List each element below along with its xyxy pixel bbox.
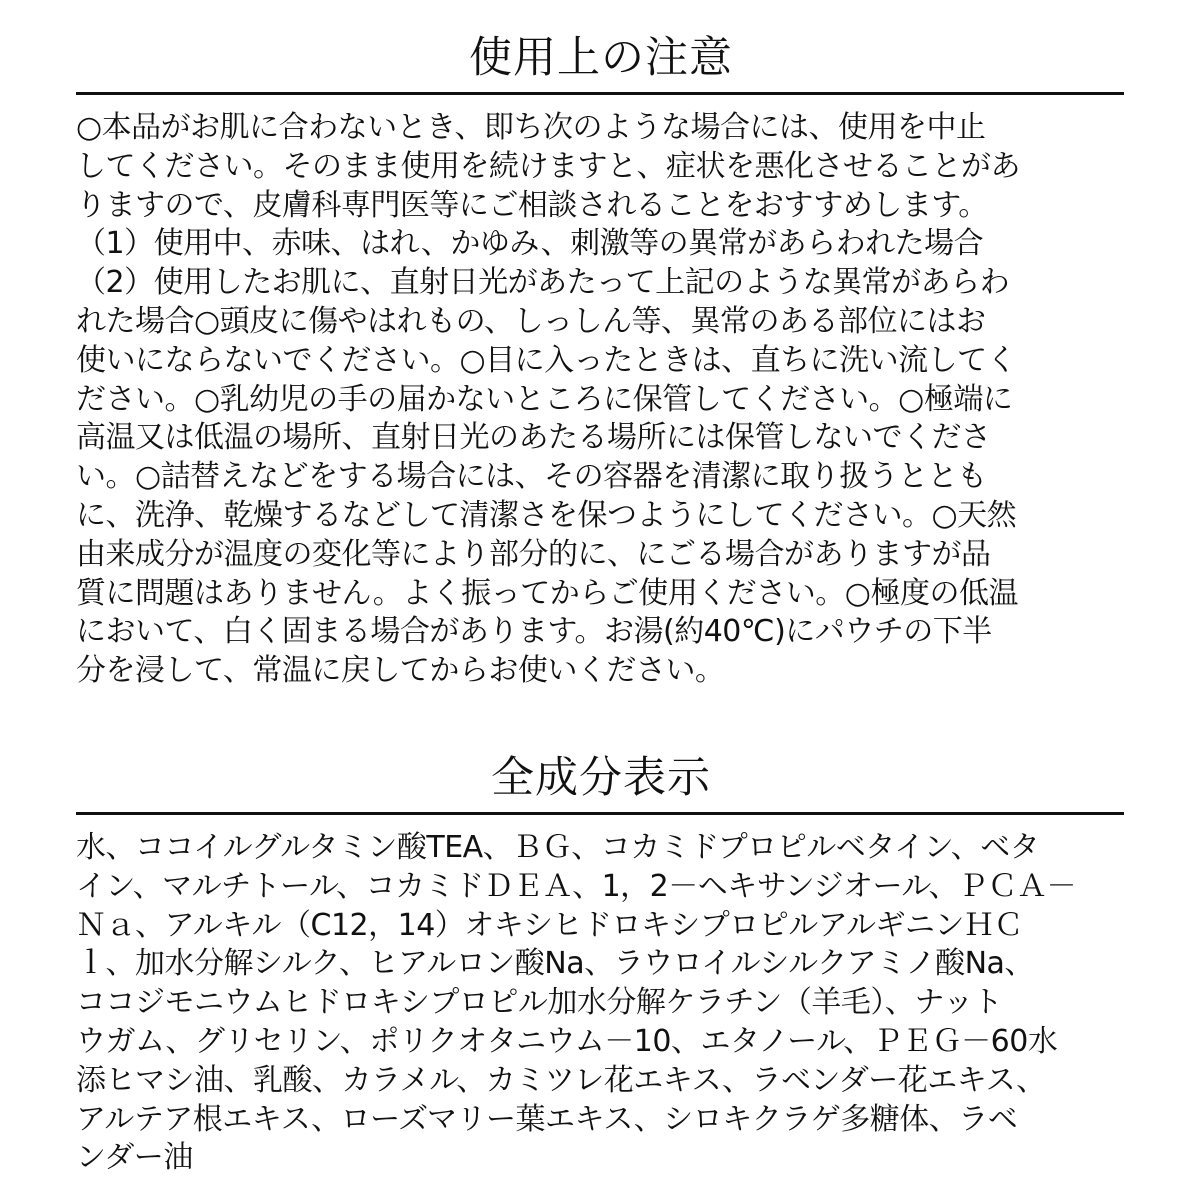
ingredients-line: ｌ、加水分解シルク、ヒアルロン酸Na、ラウロイルシルクアミノ酸Na、: [76, 946, 1034, 982]
ingredients-line: ンダー油: [76, 1140, 193, 1176]
caution-line: 質に問題はありません。よく振ってからご使用ください。○極度の低温: [76, 575, 1018, 611]
caution-line: （1）使用中、赤味、はれ、かゆみ、刺激等の異常があらわれた場合: [76, 226, 984, 262]
caution-line: い。○詰替えなどをする場合には、その容器を清潔に取り扱うととも: [76, 459, 987, 495]
ingredients-title: 全成分表示: [491, 753, 711, 803]
ingredients-line: イン、マルチトール、コカミドＤＥＡ、1，2－ヘキサンジオール、ＰＣＡ－: [76, 868, 1077, 904]
caution-line: ださい。○乳幼児の手の届かないところに保管してください。○極端に: [76, 381, 1013, 417]
ingredients-text: [76, 829, 1126, 1178]
ingredients-section: [76, 748, 1126, 1178]
caution-line: （2）使用したお肌に、直射日光があたって上記のような異常があらわ: [76, 265, 1010, 301]
ingredients-line: ウガム、グリセリン、ポリクオタニウム－10、エタノール、ＰＥＧ－60水: [76, 1023, 1058, 1059]
ingredients-line: 添ヒマシ油、乳酸、カラメル、カミツレ花エキス、ラベンダー花エキス、: [76, 1062, 1046, 1098]
caution-line: に、洗浄、乾燥するなどして清潔さを保つようにしてください。○天然: [76, 497, 1017, 533]
ingredients-line: ココジモニウムヒドロキシプロピル加水分解ケラチン（羊毛）、ナット: [76, 985, 1003, 1021]
caution-text: [76, 109, 1126, 691]
caution-line: りますので、皮膚科専門医等にご相談されることをおすすめします。: [76, 187, 988, 223]
caution-line: 高温又は低温の場所、直射日光のあたる場所には保管しないでくださ: [76, 420, 991, 456]
caution-divider: [76, 92, 1124, 95]
caution-section: [76, 28, 1126, 691]
caution-line: れた場合○頭皮に傷やはれもの、しっしん等、異常のある部位にはお: [76, 303, 986, 339]
caution-title: 使用上の注意: [469, 33, 733, 83]
caution-line: してください。そのまま使用を続けますと、症状を悪化させることがあ: [76, 148, 1020, 184]
caution-line: 分を浸して、常温に戻してからお使いください。: [76, 653, 725, 689]
caution-line: 使いにならないでください。○目に入ったときは、直ちに洗い流してく: [76, 342, 1017, 378]
ingredients-line: アルテア根エキス、ローズマリー葉エキス、シロキクラゲ多糖体、ラベ: [76, 1101, 1018, 1137]
caution-line: ○本品がお肌に合わないとき、即ち次のような場合には、使用を中止: [76, 110, 986, 145]
caution-line: 由来成分が温度の変化等により部分的に、にごる場合がありますが品: [76, 536, 991, 572]
ingredients-divider: [76, 812, 1124, 815]
ingredients-line: 水、ココイルグルタミン酸TEA、ＢＧ、コカミドプロピルベタイン、ベタ: [76, 830, 1040, 865]
ingredients-line: Ｎａ、アルキル（C12，14）オキシヒドロキシプロピルアルギニンＨＣ: [76, 907, 1023, 943]
caution-line: において、白く固まる場合があります。お湯(約40℃)にパウチの下半: [76, 614, 992, 650]
